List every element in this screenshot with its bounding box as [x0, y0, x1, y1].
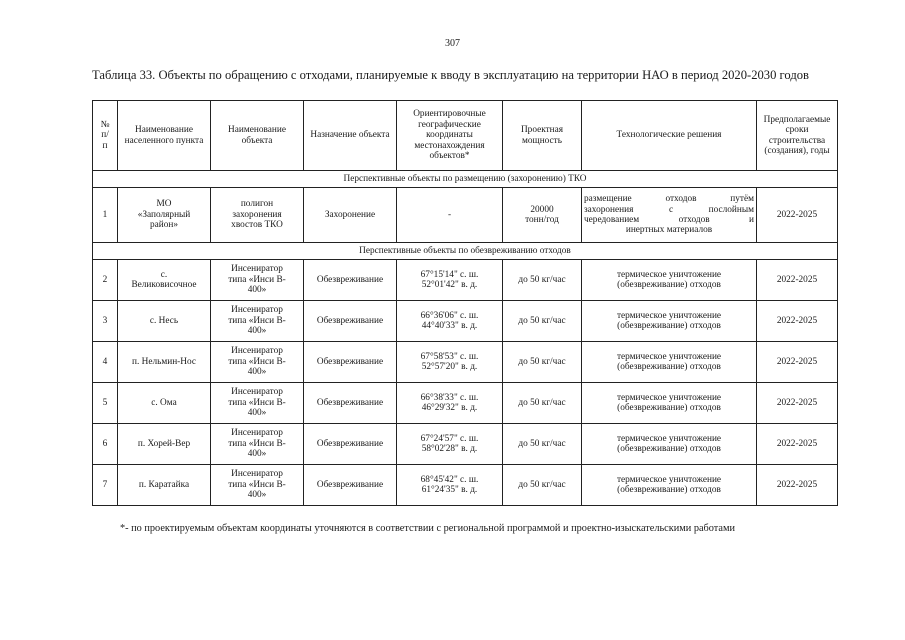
row-purpose: Обезвреживание: [304, 301, 397, 342]
row-technology: термическое уничтожение (обезвреживание) отходов: [582, 260, 757, 301]
table-row: [93, 383, 838, 424]
row-purpose: Обезвреживание: [304, 465, 397, 506]
row-settlement: МО «Заполярный район»: [118, 188, 211, 243]
section-title: Перспективные объекты по обезвреживанию отходов: [93, 243, 838, 260]
row-num: 2: [93, 260, 118, 301]
section-title: Перспективные объекты по размещению (захоронению) ТКО: [93, 171, 838, 188]
row-num: 3: [93, 301, 118, 342]
row-technology: термическое уничтожение (обезвреживание) отходов: [582, 424, 757, 465]
row-object-name: Инсениратор типа «Инси В- 400»: [211, 383, 304, 424]
row-settlement: с. Несь: [118, 301, 211, 342]
row-capacity: до 50 кг/час: [503, 383, 582, 424]
row-settlement: с. Великовисочное: [118, 260, 211, 301]
row-coordinates: 67°15'14" с. ш. 52°01'42" в. д.: [397, 260, 503, 301]
row-capacity: до 50 кг/час: [503, 465, 582, 506]
row-coordinates: 67°58'53" с. ш. 52°57'20" в. д.: [397, 342, 503, 383]
row-terms: 2022-2025: [757, 260, 838, 301]
row-technology: термическое уничтожение (обезвреживание) отходов: [582, 301, 757, 342]
row-settlement: с. Ома: [118, 383, 211, 424]
row-num: 4: [93, 342, 118, 383]
row-object-name: Инсениратор типа «Инси В- 400»: [211, 465, 304, 506]
row-terms: 2022-2025: [757, 424, 838, 465]
header-coordinates: Ориентировочные географические координаты местонахождения объектов*: [397, 101, 503, 171]
row-purpose: Обезвреживание: [304, 260, 397, 301]
footnote: *- по проектируемым объектам координаты уточняются в соответствии с региональной программой и проектно-изыскательскими работами: [120, 523, 736, 534]
row-capacity: 20000 тонн/год: [503, 188, 582, 243]
row-object-name: полигон захоронения хвостов ТКО: [211, 188, 304, 243]
table-title: Таблица 33. Объекты по обращению с отходами, планируемые к вводу в эксплуатацию на территории НАО в период 2020-2030 годов: [92, 68, 809, 82]
row-terms: 2022-2025: [757, 383, 838, 424]
table-row: [93, 424, 838, 465]
row-purpose: Захоронение: [304, 188, 397, 243]
row-terms: 2022-2025: [757, 342, 838, 383]
row-technology: размещение отходов путём захоронения с послойным чередованием отходов и инертных материалов: [582, 188, 757, 243]
row-coordinates: 66°38'33" с. ш. 46°29'32" в. д.: [397, 383, 503, 424]
row-num: 1: [93, 188, 118, 243]
row-capacity: до 50 кг/час: [503, 301, 582, 342]
header-terms: Предполагаемые сроки строительства (создания), годы: [757, 101, 838, 171]
row-terms: 2022-2025: [757, 301, 838, 342]
row-capacity: до 50 кг/час: [503, 342, 582, 383]
row-terms: 2022-2025: [757, 465, 838, 506]
section-row: [93, 243, 838, 260]
table-row: [93, 301, 838, 342]
header-settlement: Наименование населенного пункта: [118, 101, 211, 171]
header-row: [93, 101, 838, 171]
header-technology: Технологические решения: [582, 101, 757, 171]
row-coordinates: 68°45'42" с. ш. 61°24'35" в. д.: [397, 465, 503, 506]
table-row: [93, 342, 838, 383]
row-coordinates: 67°24'57" с. ш. 58°02'28" в. д.: [397, 424, 503, 465]
page-number: 307: [445, 38, 460, 49]
row-capacity: до 50 кг/час: [503, 260, 582, 301]
row-num: 7: [93, 465, 118, 506]
row-settlement: п. Нельмин-Нос: [118, 342, 211, 383]
table-row: [93, 260, 838, 301]
row-capacity: до 50 кг/час: [503, 424, 582, 465]
header-capacity: Проектная мощность: [503, 101, 582, 171]
row-num: 5: [93, 383, 118, 424]
row-object-name: Инсениратор типа «Инси В- 400»: [211, 260, 304, 301]
header-object-name: Наименование объекта: [211, 101, 304, 171]
row-num: 6: [93, 424, 118, 465]
row-coordinates: -: [397, 188, 503, 243]
row-purpose: Обезвреживание: [304, 383, 397, 424]
row-purpose: Обезвреживание: [304, 424, 397, 465]
row-coordinates: 66°36'06" с. ш. 44°40'33" в. д.: [397, 301, 503, 342]
header-purpose: Назначение объекта: [304, 101, 397, 171]
row-technology: термическое уничтожение (обезвреживание) отходов: [582, 342, 757, 383]
row-object-name: Инсениратор типа «Инси В- 400»: [211, 424, 304, 465]
row-object-name: Инсениратор типа «Инси В- 400»: [211, 301, 304, 342]
row-technology: термическое уничтожение (обезвреживание) отходов: [582, 465, 757, 506]
row-object-name: Инсениратор типа «Инси В- 400»: [211, 342, 304, 383]
row-purpose: Обезвреживание: [304, 342, 397, 383]
waste-facilities-table: [92, 100, 838, 506]
row-terms: 2022-2025: [757, 188, 838, 243]
table-row: [93, 188, 838, 243]
header-num: № п/ п: [93, 101, 118, 171]
section-row: [93, 171, 838, 188]
table-row: [93, 465, 838, 506]
row-technology: термическое уничтожение (обезвреживание) отходов: [582, 383, 757, 424]
row-settlement: п. Хорей-Вер: [118, 424, 211, 465]
row-settlement: п. Каратайка: [118, 465, 211, 506]
